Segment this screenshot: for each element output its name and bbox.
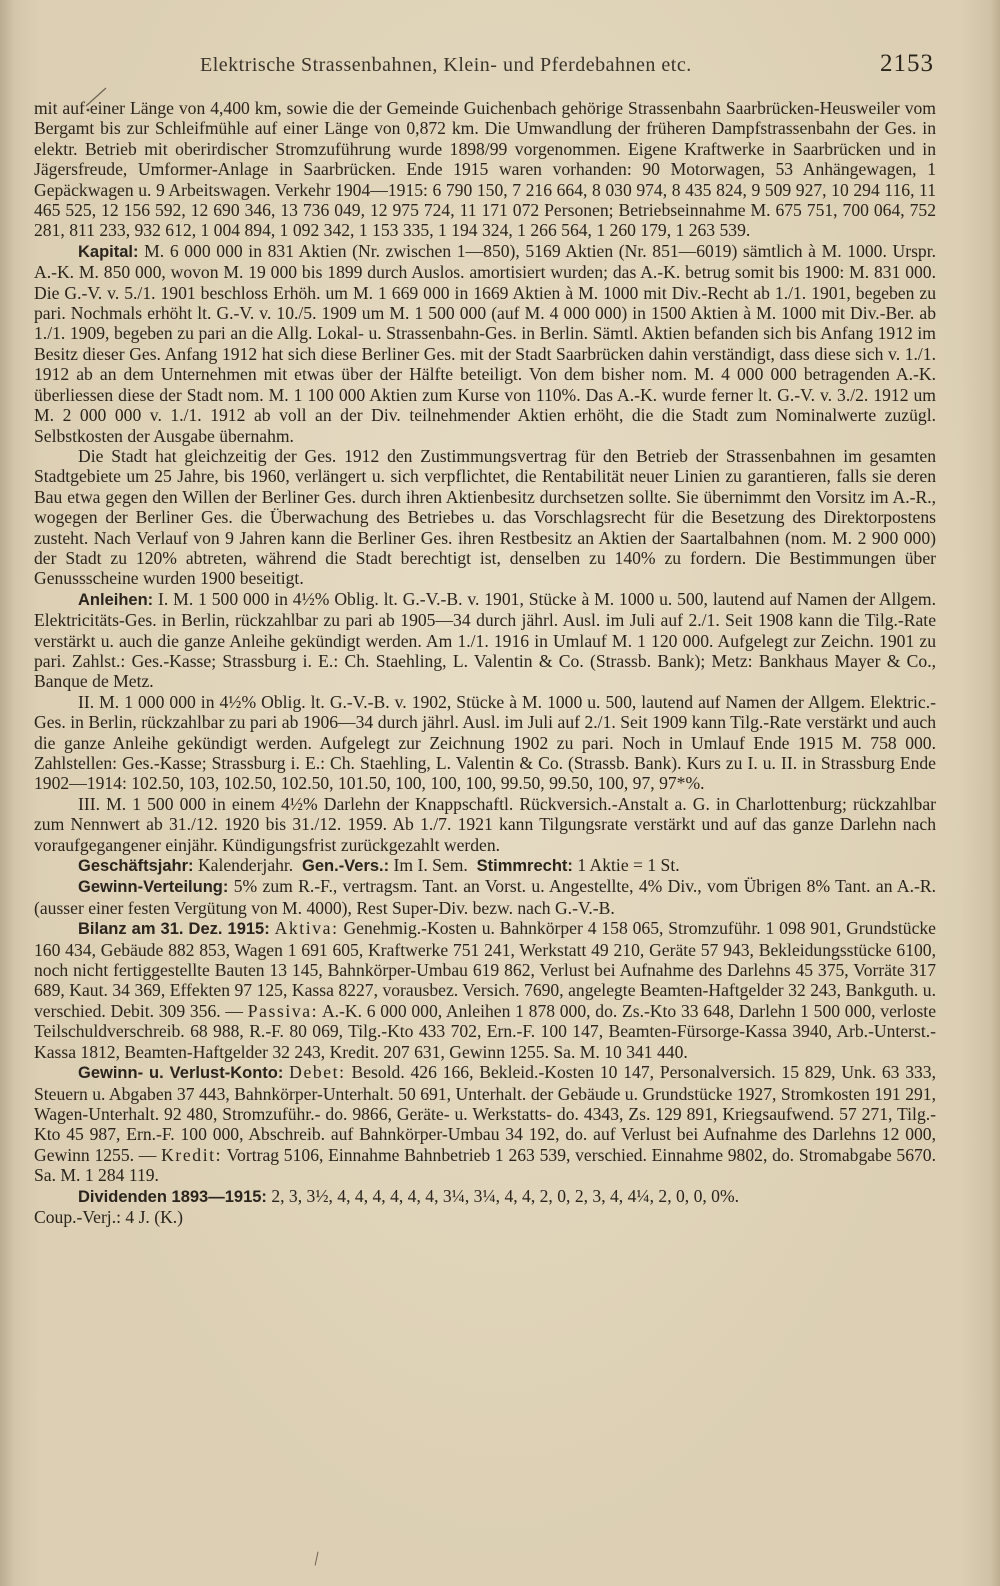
- bilanz-label: Bilanz am 31. Dez. 1915:: [78, 920, 270, 939]
- gen-vers-text: Im I. Sem.: [393, 855, 468, 876]
- anleihen-2-paragraph: [34, 692, 936, 794]
- gewinn-text: 5% zum R.-F., vertragsm. Tant. an Vorst. u. Angestellte, 4% Div., vom Übrigen 8% Tant. an A.-R. (ausser einer festen Vergütung von M. 4000), Rest Super-Div. bezw. nach G.-V.-B.: [34, 876, 936, 918]
- intro-paragraph: [34, 98, 936, 241]
- gen-vers-label: Gen.-Vers.:: [302, 857, 390, 876]
- dividenden-paragraph: [34, 1186, 936, 1207]
- guv-kredit-text: Vortrag 5106, Einnahme Bahnbetrieb 1 263 539, verschied. Einnahme 9802, do. Stromabgabe 5670. Sa. M. 1 284 119.: [34, 1144, 936, 1186]
- anleihen-2-label: II.: [78, 691, 95, 712]
- coupon-text: Coup.-Verj.: 4 J. (K.): [34, 1206, 184, 1227]
- kredit-label: Kredit:: [161, 1144, 223, 1165]
- guv-label: Gewinn- u. Verlust-Konto:: [78, 1064, 284, 1083]
- guv-debet-text: Besold. 426 166, Bekleid.-Kosten 10 147, Personalversich. 15 829, Unk. 63 333, Steuern u. Abgaben 37 443, Bahnkörper-Unterhalt. 50 691, Unterhalt. der Gebäude u. Grundstücke 1927, Stromkosten 191 291, Wagen-Unterhalt. 92 480, Stromzuführ.- do. 9866, Geräte- u. Werkstatts- do. 4343, Zs. 129 891, Kriegsaufwend. 57 271, Tilg.-Kto 45 987, Ern.-F. 100 000, Abschreib. auf Bahnkörper-Umbau 34 192, do. auf Verlust bei Aufnahme des Darlehns 12 000, Gewinn 1255. —: [34, 1062, 937, 1165]
- bilanz-passiva-text: A.-K. 6 000 000, Anleihen 1 878 000, do. Zs.-Kto 33 648, Darlehn 1 500 000, verloste Teilschuldverschreib. 68 988, R.-F. 80 069, Tilg.-Kto 433 702, Ern.-F. 100 147, Beamten-Fürsorge-Kassa 3940, Arb.-Unterst.-Kassa 1812, Beamten-Haftgelder 32 243, Kredit. 207 631, Gewinn 1255. Sa. M. 10 341 440.: [34, 1000, 937, 1062]
- anleihen-3-label: III.: [78, 793, 100, 814]
- bilanz-paragraph: [34, 918, 936, 1062]
- gewinn-label: Gewinn-Verteilung:: [78, 878, 229, 897]
- stimmrecht-text: 1 Aktie = 1 St.: [577, 855, 680, 876]
- anleihen-3-text: M. 1 500 000 in einem 4½% Darlehn der Knappschaftl. Rückversich.-Anstalt a. G. in Charlottenburg; rückzahlbar zum Nennwert ab 31./12. 1920 bis 31./12. 1959. Ab 1./7. 1921 kann Tilgungsrate verstärkt und auf das ganze Darlehn nach voraufgegangener einjähr. Kündigungsfrist zurückgezahlt werden.: [34, 793, 936, 855]
- aktiva-label: Aktiva:: [274, 918, 339, 939]
- stimmrecht-label: Stimmrecht:: [476, 857, 573, 876]
- anleihen-1-text: I. M. 1 500 000 in 4½% Oblig. lt. G.-V.-B. v. 1901, Stücke à M. 1000 u. 500, lautend auf Namen der Allgem. Elektricitäts-Ges. in Berlin, rückzahlbar zu pari ab 1905—34 durch jährl. Ausl. im Juli auf 2./1. Seit 1908 kann die Tilg.-Rate verstärkt u. auch die ganze Anleihe gekündigt werden. Am 1./1. 1916 in Umlauf M. 1 120 000. Aufgelegt zur Zeichn. 1901 zu pari. Zahlst.: Ges.-Kasse; Strassburg i. E.: Ch. Staehling, L. Valentin & Co. (Strassb. Bank); Metz: Bankhaus Mayer & Co., Banque de Metz.: [34, 588, 936, 692]
- guv-paragraph: [34, 1062, 936, 1185]
- kapital-text: M. 6 000 000 in 831 Aktien (Nr. zwischen 1—850), 5169 Aktien (Nr. 851—6019) sämtlich à M. 1000. Urspr. A.-K. M. 850 000, wovon M. 19 000 bis 1899 durch Auslos. amortisiert wurden; das A.-K. betrug somit bis 1900: M. 831 000. Die G.-V. v. 5./1. 1901 beschloss Erhöh. um M. 1 669 000 in 1669 Aktien à M. 1000 mit Div.-Recht ab 1./1. 1901, begeben zu pari. Nochmals erhöht lt. G.-V. v. 10./5. 1909 um M. 1 500 000 (auf M. 4 000 000) in 1500 Aktien à M. 1000 mit Div.-Ber. ab 1./1. 1909, begeben zu pari an die Allg. Lokal- u. Strassenbahn-Ges. in Berlin. Sämtl. Aktien befanden sich bis Anfang 1912 im Besitz dieser Ges. Anfang 1912 hat sich diese Berliner Ges. mit der Stadt Saarbrücken dahin verständigt, dass diese sich v. 1./1. 1912 ab an dem Unternehmen mit etwas über der Hälfte beteiligt. Von dem bisher nom. M. 4 000 000 betragenden A.-K. überliessen diese der Stadt nom. M. 1 100 000 Aktien zum Kurse von 110%. Das A.-K. wurde ferner lt. G.-V. v. 3./2. 1912 um M. 2 000 000 v. 1./1. 1912 ab voll an der Div. teilnehmender Aktien erhöht, die die Stadt zum Nominalwerte zuzügl. Selbstkosten der Ausgabe übernahm.: [34, 240, 937, 446]
- bilanz-aktiva-text: Genehmig.-Kosten u. Bahnkörper 4 158 065, Stromzuführ. 1 098 901, Grundstücke 160 434, Gebäude 882 853, Wagen 1 691 605, Kraftwerke 751 241, Werkstatt 49 210, Geräte 57 943, Bekleidungsstücke 6100, noch nicht fertiggestellte Bauten 13 145, Bahnkörper-Umbau 619 862, Verlust bei Aufnahme des Darlehns 45 375, Vorräte 317 689, Kaut. 34 369, Effekten 97 125, Kassa 8227, vorausbez. Versich. 7690, angelegte Beamten-Haftgelder 32 243, Bankguth. u. verschied. Debit. 309 356. —: [34, 918, 936, 1021]
- anleihen-3-paragraph: [34, 794, 936, 855]
- geschaeftsjahr-label: Geschäftsjahr:: [78, 857, 194, 876]
- page-header: [0, 50, 1000, 86]
- footer-mark: [315, 1552, 323, 1567]
- dividenden-label: Dividenden 1893—1915:: [78, 1187, 267, 1206]
- intro-text: mit auf einer Länge von 4,400 km, sowie die der Gemeinde Guichenbach gehörige Strassenbahn Saarbrücken-Heusweiler vom Bergamt bis zur Schleifmühle auf einer Länge von 0,872 km. Die Umwandlung der früheren Dampfstrassenbahn der Ges. in elektr. Betrieb mit oberirdischer Stromzuführung wurde 1898/99 vorgenommen. Eigene Kraftwerke in Saarbrücken und in Jägersfreude, Umformer-Anlage in Saarbrücken. Ende 1915 waren vorhanden: 90 Motorwagen, 53 Anhängewagen, 1 Gepäckwagen u. 9 Arbeitswagen. Verkehr 1904—1915: 6 790 150, 7 216 664, 8 030 974, 8 435 824, 9 509 927, 10 294 116, 11 465 525, 12 156 592, 12 690 346, 13 736 049, 12 975 724, 11 171 072 Personen; Betriebseinnahme M. 675 751, 700 064, 752 281, 811 233, 932 612, 1 004 894, 1 092 342, 1 153 335, 1 194 324, 1 266 564, 1 260 179, 1 263 539.: [34, 98, 936, 241]
- page-number: 2153: [880, 50, 934, 77]
- geschaeftsjahr-text: Kalenderjahr.: [197, 855, 294, 876]
- anleihen-paragraph: [34, 589, 936, 692]
- stadt-text: Die Stadt hat gleichzeitig der Ges. 1912 den Zustimmungsvertrag für den Betrieb der Strassenbahnen im gesamten Stadtgebiete um 25 Jahre, bis 1960, verlängert u. sich verpflichtet, die Rentabilität neuer Linien zu garantieren, falls sie deren Bau etwa gegen den Willen der Berliner Ges. durch ihren Aktienbesitz durchsetzen sollte. Sie übernimmt den Vorsitz im A.-R., wogegen der Berliner Ges. die Überwachung des Betriebes u. das Vorschlagsrecht für die Besetzung des Direktorpostens zusteht. Nach Verlauf von 9 Jahren kann die Berliner Ges. ihren Restbesitz an Aktien der Saartalbahnen (nom. M. 2 900 000) der Stadt zu 120% abtreten, während die Stadt berechtigt ist, denselben zu 140% zu fordern. Die Bestimmungen über Genussscheine wurden 1900 beseitigt.: [34, 445, 936, 589]
- anleihen-2-text: M. 1 000 000 in 4½% Oblig. lt. G.-V.-B. v. 1902, Stücke à M. 1000 u. 500, lautend auf Namen der Allgem. Elektric.-Ges. in Berlin, rückzahlbar zu pari ab 1906—34 durch jährl. Ausl. im Juli auf 2./1. Seit 1909 kann Tilg.-Rate verstärkt und auch die ganze Anleihe gekündigt werden. Aufgelegt zur Zeichnung 1902 zu pari. Noch in Umlauf Ende 1915 M. 758 000. Zahlstellen: Ges.-Kasse; Strassburg i. E.: Ch. Staehling, L. Valentin & Co. (Strassb. Bank). Kurs zu I. u. II. in Strassburg Ende 1902—1914: 102.50, 103, 102.50, 102.50, 101.50, 100, 100, 100, 99.50, 99.50, 100, 97, 97*%.: [34, 691, 936, 794]
- passiva-label: Passiva:: [247, 1000, 319, 1021]
- kapital-label: Kapital:: [78, 242, 139, 261]
- anleihen-label: Anleihen:: [78, 590, 154, 609]
- meta-paragraph: [34, 855, 936, 876]
- running-head: Elektrische Strassenbahnen, Klein- und Pferdebahnen etc.: [200, 54, 692, 76]
- document-body: [34, 98, 936, 1227]
- stadt-paragraph: [34, 446, 936, 589]
- debet-label: Debet:: [289, 1062, 346, 1083]
- kapital-paragraph: [34, 241, 936, 446]
- coupon-paragraph: [34, 1207, 936, 1227]
- dividenden-text: 2, 3, 3½, 4, 4, 4, 4, 4, 4, 3¼, 3¼, 4, 4, 2, 0, 2, 3, 4, 4¼, 2, 0, 0, 0%.: [271, 1185, 740, 1206]
- gewinn-paragraph: [34, 876, 936, 918]
